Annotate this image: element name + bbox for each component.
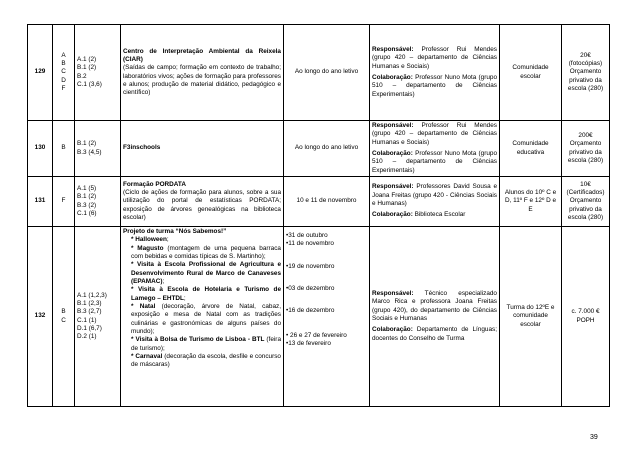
date-item: •19 de novembro <box>286 262 335 270</box>
date-item: •11 de novembro <box>286 240 334 248</box>
list-item: * Visita à Escola Profissional de Agricultura e Desenvolvimento Rural de Marco de Canaveses (EPAMAC); <box>131 261 281 285</box>
target-cell: Comunidade educativa <box>500 121 562 177</box>
timing-cell: Ao longo do ano letivo <box>284 121 370 177</box>
date-item: •31 de outubro <box>286 232 328 239</box>
list-item: * Magusto (montagem de uma pequena barraca com bebidas e comidas típicas de S. Martinho); <box>131 244 281 260</box>
objectives-cell: A B C D F <box>53 25 75 121</box>
responsible-cell: Responsável: Técnico especializado Marco Rica e professora Joana Freitas (grupo 420), do departamento de Ciências Sociais e Humanas Colaboração: Departamento de Línguas; docentes do Conselho de Turma <box>370 227 500 407</box>
activity-cell <box>121 121 284 177</box>
list-item: * Halloween; <box>131 236 169 244</box>
project-title: Projeto de turma “Nós Sabemos!” <box>123 228 227 235</box>
cost-cell: 20€ (fotocópias) Orçamento privativo da escola (280) <box>562 25 610 121</box>
date-item: • 26 e 27 de fevereiro <box>286 331 347 339</box>
objectives-cell: B C <box>53 227 75 407</box>
list-item: * Visita à Escola de Hotelaria e Turismo de Lamego – EHTDL; <box>131 286 281 302</box>
list-item: * Carnaval (decoração da escola, desfile e concurso de máscaras) <box>131 352 281 369</box>
activity-number: 131 <box>28 177 53 227</box>
dates-cell <box>284 227 370 407</box>
table-row <box>28 25 610 121</box>
responsible-cell: Responsável: Professores David Sousa e Joana Freitas (grupo 420 - Ciências Sociais e Humanas) Colaboração: Biblioteca Escolar <box>370 177 500 227</box>
date-item: •13 de fevereiro <box>286 339 331 347</box>
activity-title: Centro de Interpretação Ambiental da Reixela (CIAR) <box>123 47 281 63</box>
cost-cell: 10€ (Certificados) Orçamento privativo da escola (280) <box>562 177 610 227</box>
responsible-cell: Responsável: Professor Rui Mendes (grupo 420 – departamento de Ciências Humanas e Sociais) Colaboração: Professor Nuno Mota (grupo 510 – departamento de Ciências Experimentais) <box>370 25 500 121</box>
list-item: * Visita à Bolsa de Turismo de Lisboa - BTL (feira de turismo); <box>131 336 281 352</box>
activity-title: F3inschools <box>123 144 161 152</box>
cost-cell: c. 7.000 € POPH <box>562 227 610 407</box>
activity-description: (Ciclo de ações de formação para alunos, sobre a sua utilização do portal de estatísticas PORDATA; exposição de árvores genealógicas na biblioteca escolar) <box>123 189 281 221</box>
activity-number: 129 <box>28 25 53 121</box>
activity-title: Formação PORDATA <box>123 180 186 188</box>
objectives-cell: B <box>53 121 75 177</box>
target-cell: Comunidade escolar <box>500 25 562 121</box>
competences-cell: A.1 (5) B.1 (2) B.3 (2) C.1 (6) <box>75 177 121 227</box>
activities-table <box>27 24 610 407</box>
table-row <box>28 121 610 177</box>
competences-cell: A.1 (2) B.1 (2) B.2 C.1 (3,6) <box>75 25 121 121</box>
objectives-cell: F <box>53 177 75 227</box>
date-item: •16 de dezembro <box>286 307 335 315</box>
activity-description: (Saídas de campo; formação em contexto de trabalho; laboratórios vivos; ações de formação para professores e alunos; produção de material didático, pedagógico e científico) <box>123 64 281 97</box>
competences-cell: B.1 (2) B.3 (4,5) <box>75 121 121 177</box>
target-cell: Turma do 12ºE e comunidade escolar <box>500 227 562 407</box>
table-row <box>28 177 610 227</box>
date-item: •03 de dezembro <box>286 284 335 292</box>
page-number: 39 <box>590 434 598 441</box>
timing-cell: Ao longo do ano letivo <box>284 25 370 121</box>
target-cell: Alunos do 10º C e D, 11º F e 12º D e E <box>500 177 562 227</box>
activity-cell <box>121 177 284 227</box>
activity-cell <box>121 25 284 121</box>
activity-cell <box>121 227 284 407</box>
responsible-cell: Responsável: Professor Rui Mendes (grupo 420 – departamento de Ciências Humanas e Sociais) Colaboração: Professor Nuno Mota (grupo 510 – departamento de Ciências Experimentais) <box>370 121 500 177</box>
activity-number: 130 <box>28 121 53 177</box>
table-row <box>28 227 610 407</box>
cost-cell: 200€ Orçamento privativo da escola (280) <box>562 121 610 177</box>
timing-cell: 10 e 11 de novembro <box>284 177 370 227</box>
list-item: * Natal (decoração, árvore de Natal, cabaz, exposição e mesa de Natal com as tradições culinárias e gastronómicas de alguns países do mundo); <box>131 302 282 335</box>
activity-number: 132 <box>28 227 53 407</box>
competences-cell: A.1 (1,2,3) B.1 (2,3) B.3 (2,7) C.1 (1) D.1 (6,7) D.2 (1) <box>75 227 121 407</box>
